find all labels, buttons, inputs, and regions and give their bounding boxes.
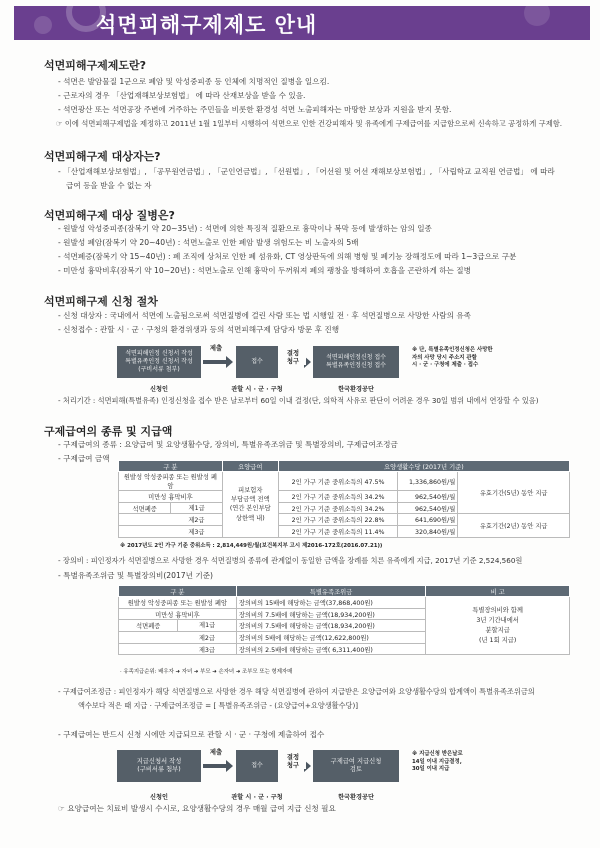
- table-cell: 원발성 악성중피종 또는 원발성 폐암: [119, 597, 237, 609]
- flow-actor: 한국환경공단: [338, 386, 374, 393]
- table-header: 비 고: [426, 586, 570, 597]
- table-cell: 2인 가구 기준 중위소득의 11.4%: [278, 526, 398, 538]
- table-cell: 장의비의 2.5배에 해당하는 금액( 6,311,400원): [236, 643, 425, 655]
- care-benefit-table: [118, 460, 570, 538]
- text-line: - 처리기간 : 석면피해(특별유족) 인정신청을 접수 받은 날로부터 60일 이내 결정(단, 의학적 사유로 판단이 어려운 경우 30일 범위 내에서 연장할 수 있음): [58, 396, 539, 405]
- text-line: - 구제급여는 반드시 신청 시에만 지급되므로 관할 시 · 군 · 구청에 제출하여 접수: [58, 730, 325, 739]
- section-title: 구제급여의 종류 및 지급액: [44, 425, 173, 438]
- table-cell: 962,540원/월: [398, 502, 458, 514]
- text-line: - 미만성 흉막비후(잠복기 약 10~20년) : 석면노출로 인해 흉막이 두꺼워져 폐의 팽창을 방해하여 호흡을 곤란하게 하는 질병: [58, 266, 471, 275]
- table-cell: 제3급: [119, 643, 237, 655]
- table-cell: 제2급: [119, 514, 223, 526]
- text-line: - 석면폐증(잠복기 약 15~40년) : 폐 조직에 상처로 인한 폐 섬유화, CT 영상판독에 의해 병형 및 폐기능 장해정도에 따라 1~3급으로 구분: [58, 252, 517, 261]
- flow-note: ※ 지급신청 받은날로 14일 이내 지급결정, 30일 이내 지급: [412, 751, 463, 773]
- flow-actor: 한국환경공단: [338, 794, 374, 801]
- flow-note: ※ 단, 특별유족인정신청은 사망한 자의 사망 당시 주소지 관할 시 · 군 · 구청에 제출 · 접수: [412, 347, 493, 369]
- table-header: 요양급여: [222, 461, 278, 472]
- text-line: - 신청 대상자 : 국내에서 석면에 노출됨으로써 석면질병에 걸린 사람 또는 법 시행일 전 · 후 석면질병으로 사망한 사람의 유족: [58, 311, 472, 320]
- table-cell: 641,690원/월: [398, 514, 458, 526]
- text-line: - 근로자의 경우 「산업재해보상보험법」 에 따라 산재보상을 받을 수 있음.: [58, 91, 306, 100]
- table-cell: 2인 가구 기준 중위소득의 22.8%: [278, 514, 398, 526]
- section-title: 석면피해구제 대상 질병은?: [44, 209, 175, 222]
- table-cell: 962,540원/월: [398, 491, 458, 503]
- flow-box-review: 석면피해인정신청 접수 특별유족인정신청 접수: [313, 346, 399, 378]
- text-label: - 구제급여 금액: [58, 454, 110, 463]
- text-line: - 신청접수 : 관할 시 · 군 · 구청의 환경위생과 등의 석면피해구제 담당자 방문 후 진행: [58, 325, 340, 334]
- flow-actor: 관할 시 · 군 · 구청: [231, 386, 283, 393]
- text-line: - 장의비 : 피인정자가 석면질병으로 사망한 경우 석면질병의 종류에 관계없이 동일한 금액을 장례를 치른 유족에게 지급, 2017년 기준 2,524,560원: [58, 556, 523, 565]
- table-header-row: [119, 586, 570, 597]
- table-cell: 유효기간(5년) 동안 지급: [458, 472, 570, 514]
- text-line: - 구제급여조정금 : 피인정자가 해당 석면질병으로 사망한 경우 해당 석면질병에 관하여 지급받은 요양급여와 요양생활수당의 합계액이 특별유족조위금의: [58, 687, 535, 696]
- section-title: 석면피해구제 대상자는?: [44, 150, 161, 163]
- bereaved-benefit-table: [118, 585, 570, 655]
- table-cell: 장의비의 7.5배에 해당하는 금액(18,934,200원): [236, 608, 425, 620]
- flow-arrow-label: 제출: [209, 749, 223, 756]
- table-cell: 제1급: [170, 503, 221, 514]
- section-title: 석면피해구제제도란?: [44, 59, 147, 72]
- text-line: - 「산업재해보상보험법」, 「공무원연금법」, 「군인연금법」, 「선원법」, 「어선원 및 어선 재해보상보험법」, 「사립학교 교직원 연금법」 에 따라: [58, 167, 555, 176]
- text-line: - 석면광산 또는 석면공장 주변에 거주하는 주민들을 비롯한 환경성 석면 노출피해자는 마땅한 보상과 지원을 받지 못함.: [58, 105, 452, 114]
- table-cell: 2인 가구 기준 중위소득의 34.2%: [278, 491, 398, 503]
- table-cell: 미만성 흉막비후: [119, 491, 223, 503]
- flow-actor: 신청인: [150, 794, 168, 801]
- title-banner: [14, 6, 590, 40]
- text-label: - 특별유족조위금 및 특별장의비(2017년 기준): [58, 571, 214, 580]
- table-header-row: [119, 461, 570, 472]
- decor-dot-icon: [524, 6, 550, 26]
- text-line: - 원발성 폐암(잠복기 약 20~40년) : 석면노출로 인한 폐암 발생 위험도는 비 노출자의 5배: [58, 238, 359, 247]
- table-header: 요양생활수당 (2017년 기준): [278, 461, 569, 472]
- table-note: · 유족지급순위: 배우자 ➜ 자녀 ➜ 부모 ➜ 손자녀 ➜ 조부모 또는 형제자매: [120, 669, 293, 675]
- table-note: ※ 2017년도 2인 가구 기준 중위소득 : 2,814,449원/월(보건복지부 고시 제2016-172호(2016.07.21)): [120, 543, 383, 549]
- decor-dot-icon: [34, 16, 52, 34]
- text-note: ☞ 이에 석면피해구제법을 제정하고 2011년 1월 1일부터 시행하여 석면으로 인한 건강피해자 및 유족에게 구제급여를 지급함으로써 신속하고 공정하게 구제함.: [56, 119, 563, 128]
- flow-arrow-label: 결정 청구: [280, 754, 306, 769]
- flow-arrow-label: 제출: [209, 345, 223, 352]
- table-cell: 특별장의비와 함께 3년 기간내에서 분할지급 (년 1회 지급): [426, 597, 570, 655]
- flow-actor: 관할 시 · 군 · 구청: [231, 794, 283, 801]
- flow-box-apply: 석면피해인정 신청서 작성 특별유족인정 신청서 작성 (구비서류 첨부): [117, 346, 201, 378]
- flow-actor: 신청인: [150, 386, 168, 393]
- flow-arrow-label: 결정 청구: [280, 350, 306, 365]
- table-cell: 장의비의 7.5배에 해당하는 금액(18,934,200원): [236, 620, 425, 632]
- table-cell: 제1급: [177, 620, 235, 631]
- table-cell: 피보험자 부담금액 전액 (연간 본인부담 상한액 내): [222, 472, 278, 538]
- table-cell: 석면폐증: [132, 505, 157, 513]
- table-cell: 제3급: [119, 526, 223, 538]
- table-row: [119, 597, 570, 609]
- flow-arrow-icon: [203, 760, 233, 772]
- page-title: 석면피해구제제도 안내: [96, 13, 318, 37]
- table-cell: 2인 가구 기준 중위소득의 34.2%: [278, 502, 398, 514]
- table-row: [119, 472, 570, 491]
- table-cell: 석면폐증: [136, 623, 161, 631]
- table-header: 특별유족조위금: [236, 586, 425, 597]
- table-cell: 제2급: [119, 632, 237, 644]
- flow-arrow-icon: [203, 356, 233, 368]
- table-cell: 320,840원/월: [398, 526, 458, 538]
- section-title: 석면피해구제 신청 절차: [44, 295, 158, 308]
- text-line: 급여 등을 받을 수 없는 자: [66, 181, 152, 190]
- flow-box-review: 구제급여 지급신청 검토: [313, 750, 399, 782]
- table-header: 구 분: [119, 586, 237, 597]
- table-cell: 2인 가구 기준 중위소득의 47.5%: [278, 472, 398, 491]
- table-row: [119, 514, 570, 526]
- table-cell: 1,336,860원/월: [398, 472, 458, 491]
- table-cell: 유효기간(2년) 동안 지급: [458, 514, 570, 537]
- table-cell: 장의비의 15배에 해당하는 금액(37,868,400원): [236, 597, 425, 609]
- text-line: 액수보다 적은 때 지급 · 구제급여조정금 = [ 특별유족조위금 - (요양급여+요양생활수당)]: [78, 701, 359, 710]
- flow-box-apply: 지급신청서 작성 (구비서류 첨부): [117, 750, 201, 782]
- text-line: - 원발성 악성중피종(잠복기 약 20~35년) : 석면에 의한 특징적 질환으로 흉막이나 복막 등에 발생하는 암의 일종: [58, 224, 432, 233]
- text-line: - 석면은 발암물질 1군으로 폐암 및 악성중피종 등 인체에 치명적인 질병을 일으킴.: [58, 77, 330, 86]
- flow-box-receive: 접수: [236, 750, 278, 782]
- text-note: ☞ 요양급여는 치료비 발생시 수시로, 요양생활수당의 경우 매월 급여 지급 신청 필요: [58, 804, 336, 813]
- text-line: - 구제급여의 종류 : 요양급여 및 요양생활수당, 장의비, 특별유족조위금 및 특별장의비, 구제급여조정금: [58, 440, 398, 449]
- table-cell: 장의비의 5배에 해당하는 금액(12,622,800원): [236, 632, 425, 644]
- table-header: 구 분: [119, 461, 223, 472]
- table-cell: 원발성 악성중피종 또는 원발성 폐암: [119, 472, 223, 491]
- flow-box-receive: 접수: [236, 346, 278, 378]
- table-cell: 미만성 흉막비후: [119, 608, 237, 620]
